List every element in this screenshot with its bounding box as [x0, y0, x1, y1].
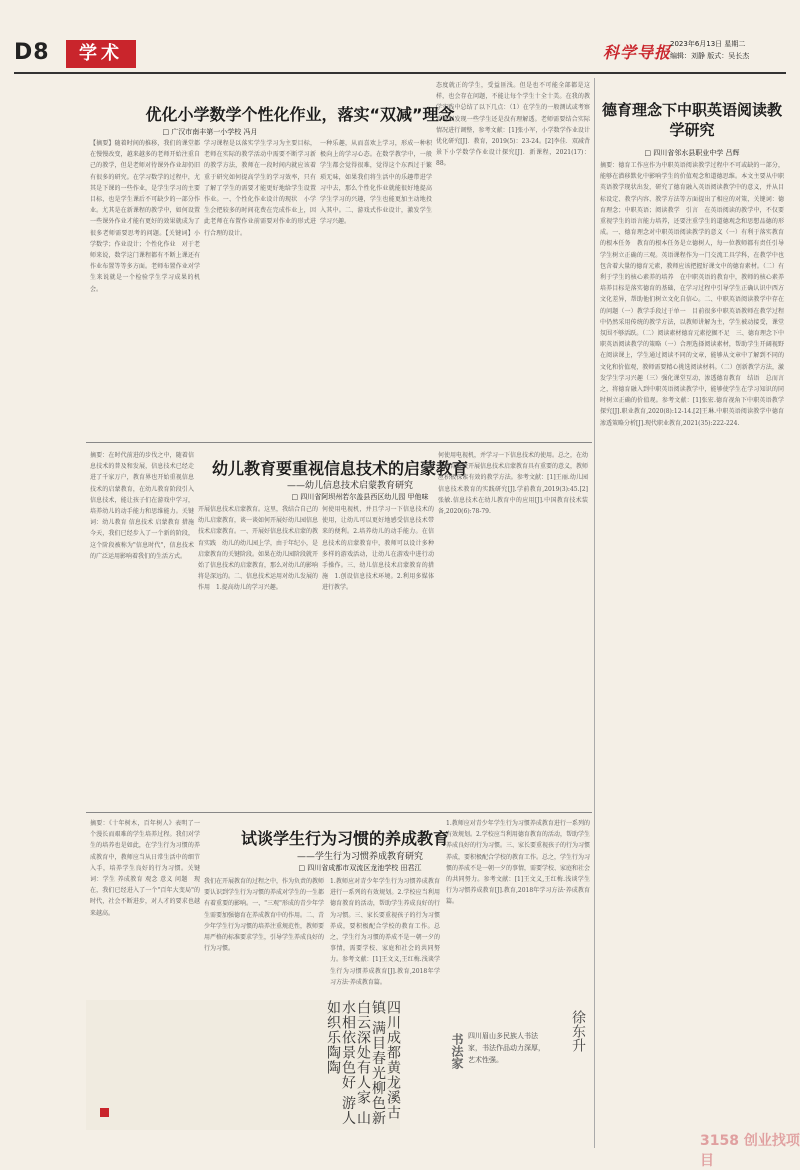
editor-credit: 编辑：刘静 版式：吴长杰 [670, 52, 750, 60]
article-2-title: 德育理念下中职英语阅读教学研究 [601, 101, 782, 139]
article-4-subtitle: ——学生行为习惯养成教育研究 [296, 852, 423, 862]
watermark: 3158 创业找项目 [700, 1133, 800, 1169]
article-3-col-4: 何使用电视机，并学习一下信息技术的使用。总之，在幼儿教育阶段开展信息技术启蒙教育具有重要的意义，教师应积极探索有效的教学方法。参考文献：[1]王丽.幼儿园信息技术教育的实践研究[J].学前教育,2019(3):45.[2]张敏.信息技术在幼儿教育中的应用[J].中国教育技术装备,2020(6):78-79. [438, 452, 589, 516]
article-2-body: 摘要：德育工作应作为中职英语阅读教学过程中不可或缺的一部分，能够在潜移默化中影响学生的价值观念和道德思维。本文主要从中职英语教学现状出发，研究了德育融入英语阅读教学中的意义，并从目标设定、教学内容、教学方法等方面提出了相应的对策，关键词：德育理念；中职英语；阅读教学 引言 在英语阅读的教学中，不仅要重视学生的语言能力培养，还要注重学生的道德观念和思想品德的形成。一、德育理念对中职英语阅读教学的意义（一）有利于落实教育的根本任务 教育的根本任务是立德树人，每一位教师都有责任引导学生树立正确的三观。英语课程作为一门交流工具学科，在教学中也包含着大量的德育元素，教师应该把握好课文中的德育素材。（二）有利于学生的核心素养的培养 在中职英语的教育中，教师的核心素养培养目标是落实德育的基础，在学习过程中引导学生正确认识中西方文化差异，帮助他们树立文化自信心。二、中职英语阅读教学中存在的问题（一）教学手段过于单一 目前很多中职英语教师在教学过程中仍然采用传统的教学方法，以教师讲解为主，学生被动接受，课堂氛围不够活跃。（二）阅读素材德育元素挖掘不足 三、德育理念下中职英语阅读教学的策略（一）合理选择阅读素材，帮助学生开阔视野 在阅读课上，学生通过阅读不同的文章，能够从文章中了解到不同的文化和价值观，教师需要精心挑选阅读材料。（二）创新教学方法，激发学生学习兴趣（三）强化课堂互动，渗透德育教育 结语 总而言之，将德育融入到中职英语阅读教学中，能够使学生在学习知识的同时树立正确的价值观。参考文献：[1]张宏.德育视角下中职英语教学探究[J].职业教育,2020(8):12-14.[2]王琳.中职英语阅读教学中德育渗透策略分析[J].现代职业教育,2021(35):222-224. [600, 162, 791, 427]
article-3-author: □ 四川省阿坝州若尔盖县西区幼儿园 甲他味 [291, 493, 429, 501]
article-1-col-4: 态度就正的学生，受益匪浅。但是也不可能全部都是这样，也会存在问题，不能让每个学生十全十美。在我的教学实践中总结了以下几点：（1）在学生的一般测试或考察后可以发现一些学生还是没有理解透。老师需要结合实际情况进行调整，参考文献：[1]张小军，小学数学作业设计优化研究[J]．教育，2019(5)：23-24。[2]李佳．双减背景下小学数学作业设计探究[J]．新课程，2021(17)：88。 [436, 82, 590, 168]
divider [86, 812, 592, 813]
column-divider [594, 78, 595, 1148]
red-seal [100, 1108, 109, 1117]
calligraphy-stamp: 书法家 [450, 1033, 464, 1069]
article-4-author: □ 四川省成都市双流区龙池学校 田君江 [298, 864, 422, 872]
calligraphy-caption: 四川眉山多民族人书法家，书法作品动力深厚，艺术性强。 [468, 1032, 545, 1064]
section-label: 学术 [66, 40, 136, 68]
article-4-title: 试谈学生行为习惯的养成教育 [240, 829, 449, 848]
article-3-col-3: 何使用电视机，并且学习一下信息技术的使用，让幼儿可以更好地感受信息技术带来的便利。2.培养幼儿的动手能力。在信息技术的启蒙教育中，教师可以设计多种多样的游戏活动，让幼儿在游戏中进行动手操作。三、幼儿信息技术启蒙教育的措施 1.创设信息技术环境。2.利用多媒体进行教学。 [322, 506, 434, 592]
article-4-col-3: 1.教师应对青少年学生行为习惯养成教育进行一系列的有效规划。2.学校应当利用德育教育的活动，帮助学生养成良好的行为习惯。三、家长要重视孩子的行为习惯养成，要积极配合学校的教育工作。总之，学生行为习惯的养成不是一朝一夕的事情，需要学校、家庭和社会的共同努力。参考文献：[1]王文义,王红梅.浅谈学生行为习惯养成教育[J].教育,2018年学习方法·养成教育篇。 [330, 878, 440, 986]
article-1-author: □ 广汉市南丰第一小学校 冯月 [162, 128, 258, 136]
article-1-col-3: 一种乐趣，从而喜欢上学习，形成一种积极向上的学习心态。在数学教学中，一般学生都会觉得很难，觉得这个东西过于繁琐无味，如果我们将生活中的乐趣带进学习中去，那么个性化作业就能很好地提高学生学习的兴趣，学生也能更加主动地投入其中。二、游戏式作业设计，激发学生学习兴趣。 [320, 140, 432, 226]
article-3-subtitle: ——幼儿信息技术启蒙教育研究 [286, 481, 413, 491]
calligraphy-artwork: 四川成都黄龙溪古镇 满目春光柳色新 白云深处有人家 山水相依景色好 游人如织乐陶陶 [86, 1000, 400, 1130]
article-1-col-1: 【摘要】随着时间的推移，我们的课堂都在慢慢改变，越来越多的老师开始注重自己的教学，但是老师对待课外作业却仍旧有很多的研究。在学习数学的过程中，尤其是下课的一些作业，是学生学习的主要目标，也是学生课后不可缺少的一部分作业。尤其是在新课程的教学中，如何设置一些课外作业才能有更好的效果就成为了很多老师需要思考的问题。【关键词】小学数学；作业设计；个性化作业 对于老师来说，数学这门课程都有不断上课还有作业布置等等多方面。老师布置作业对学生来说就是一个检验学生学习成果的机会。 [90, 140, 200, 293]
page-number: D8 [14, 40, 50, 65]
header-rule [14, 72, 786, 74]
header-info [670, 38, 749, 62]
article-4-col-4: 1.教师应对青少年学生行为习惯养成教育进行一系列的有效规划。2.学校应当利用德育教育的活动，帮助学生养成良好的行为习惯。三、家长要重视孩子的行为习惯养成，要积极配合学校的教育工作。总之，学生行为习惯的养成不是一朝一夕的事情，需要学校、家庭和社会的共同努力。参考文献：[1]王文义,王红梅.浅谈学生行为习惯养成教育[J].教育,2018年学习方法·养成教育篇。 [446, 820, 591, 906]
newspaper-logo: 科学导报 [603, 43, 672, 62]
calligraphy-signature: 徐东升 [570, 1010, 586, 1052]
article-1-col-2: 学习课程是以落实学生学习为主要目标，老师在实际的教学活动中需要不断学习新的教学方法，教师在一段时间内就应该着重于研究如何提高学生的学习效率，只有了解了学生的需要才能更好地给学生设置作业。一、个性化作业设计的现状 小学生会把较多的时间花费在完成作业上，因此老师在布置作业前需要对作业的形式进行合理的设计。 [204, 140, 316, 237]
article-3-col-1: 摘要：在时代前进的步伐之中，随着信息技术的普及和发展，信息技术已经走进了千家万户，教育界也开始重视信息技术的启蒙教育，在幼儿教育阶段引入信息技术，能让孩子们在游戏中学习，培养幼儿的动手能力和思维能力。关键词：幼儿教育 信息技术 启蒙教育 措施 今天，我们已经步入了一个新的阶段，这个阶段被称为"信息时代"，信息技术的广泛运用影响着我们的生活方式。 [90, 452, 201, 560]
article-1-title: 优化小学数学个性化作业，落实“双减”理念 [145, 105, 455, 124]
divider [86, 442, 592, 443]
article-3-title: 幼儿教育要重视信息技术的启蒙教育 [211, 459, 468, 478]
article-4-col-2: 我们在开展教育的过程之中，作为负责的教师要认识到学生行为习惯的养成对学生的一生都有着重要的影响。一、"三观"形成的青少年学生需要加强德育在养成教育中的作用。二、青少年学生行为习惯的培养注重规范性，教师要用严格的标准要求学生，引导学生养成良好的行为习惯。 [204, 878, 325, 953]
issue-date: 2023年6月13日 星期二 [670, 40, 746, 48]
article-3-col-2: 开展信息技术启蒙教育。这里，我结合自己的幼儿启蒙教育，谈一谈如何开展好幼儿园信息技术启蒙教育。一、开展好信息技术启蒙的教育实践 幼儿的幼儿园上学，由于年纪小，是启蒙教育的关键阶段。如果在幼儿园阶段就开始了信息技术的启蒙教育，那么对幼儿的影响将是深远的。二、信息技术运用对幼儿发展的作用 1.提高幼儿的学习兴趣。 [198, 506, 319, 592]
article-2-author: □ 四川省邻水县职业中学 吕辉 [644, 149, 740, 157]
article-4-col-1: 摘要：《十年树木，百年树人》表明了一个漫长而艰难的学生培养过程。我们对学生的培养也是如此，在学生行为习惯的养成教育中，教师应当从日常生活中的细节入手，培养学生良好的行为习惯。关键词：学生 养成教育 观念 意义 问题 现在，我们已经进入了一个"百年大变局"的时代，社会不断进步，对人才的要求也越来越高。 [90, 820, 200, 917]
